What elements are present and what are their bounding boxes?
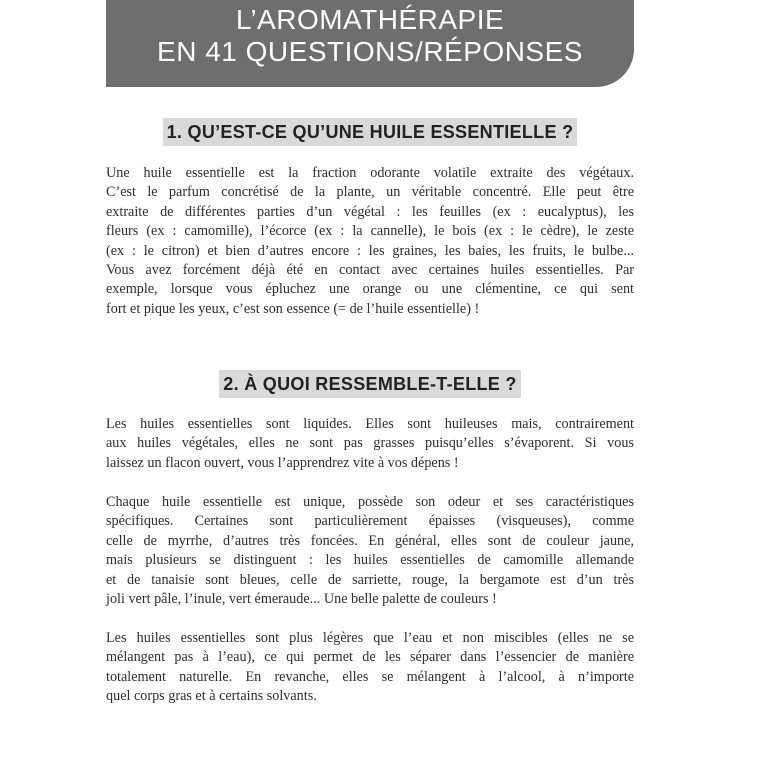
- text-line: spécifiques. Certaines sont particulièrement épaisses (visqueuses), comme: [106, 513, 634, 530]
- text-line: Une huile essentielle est la fraction odorante volatile extraite des végétaux.: [106, 165, 634, 181]
- text-line: joli vert pâle, l’inule, vert émeraude... Une belle palette de couleurs !: [106, 590, 497, 607]
- text-line: Chaque huile essentielle est unique, possède son odeur et ses caractéristiques: [106, 494, 634, 510]
- chapter-title-line1: L’AROMATHÉRAPIE: [235, 4, 505, 35]
- text-line: exemple, lorsque vous épluchez une orange ou une clémentine, ce qui sent: [106, 281, 634, 298]
- chapter-title-line2: EN 41 QUESTIONS/RÉPONSES: [157, 36, 583, 67]
- text-line: C’est le parfum concrétisé de la plante, un véritable concentré. Elle peut être: [106, 184, 634, 201]
- text-line: quel corps gras et à certains solvants.: [106, 688, 317, 705]
- text-line: fort et pique les yeux, c’est son essence (= de l’huile essentielle) !: [106, 300, 480, 317]
- section1-title: 1. QU’EST-CE QU’UNE HUILE ESSENTIELLE ?: [163, 118, 578, 146]
- text-line: Les huiles essentielles sont liquides. Elles sont huileuses mais, contrairement: [106, 416, 634, 432]
- text-line: Vous avez forcément déjà été en contact avec certaines huiles essentielles. Par: [106, 261, 634, 278]
- text-line: mélangent pas à l’eau), ce qui permet de les séparer dans l’essencier de manière: [106, 649, 634, 666]
- text-line: laissez un flacon ouvert, vous l’apprendrez vite à vos dépens !: [106, 454, 459, 471]
- text-line: aux huiles végétales, elles ne sont pas grasses puisqu’elles s’évaporent. Si vous: [106, 435, 634, 452]
- text-line: celle de myrrhe, d’autres très foncées. En général, elles sont de couleur jaune,: [106, 532, 634, 549]
- text-line: fleurs (ex : camomille), l’écorce (ex : la cannelle), le bois (ex : le cèdre), le zeste: [106, 223, 634, 240]
- section1-paragraph1: [106, 164, 634, 319]
- text-line: mais plusieurs se distinguent : les huiles essentielles de camomille allemande: [106, 552, 634, 569]
- section2-paragraph1: [106, 415, 634, 473]
- section2-heading: [0, 370, 740, 398]
- text-line: et de tanaisie sont bleues, celle de sarriette, rouge, la bergamote est d’un très: [106, 571, 634, 588]
- section2-paragraph2: [106, 493, 634, 609]
- section1-heading: [0, 118, 740, 146]
- chapter-banner: [106, 0, 634, 87]
- section2-paragraph3: [106, 629, 634, 707]
- text-line: extraite de différentes parties d’un végétal : les feuilles (ex : eucalyptus), les: [106, 203, 634, 220]
- text-line: totalement naturelle. En revanche, elles se mélangent à l’alcool, à n’importe: [106, 668, 634, 685]
- text-line: Les huiles essentielles sont plus légères que l’eau et non miscibles (elles ne se: [106, 630, 634, 646]
- section2-title: 2. À QUOI RESSEMBLE-T-ELLE ?: [219, 370, 520, 398]
- text-line: (ex : le citron) et bien d’autres encore : les graines, les baies, les fruits, le bulbe...: [106, 242, 634, 259]
